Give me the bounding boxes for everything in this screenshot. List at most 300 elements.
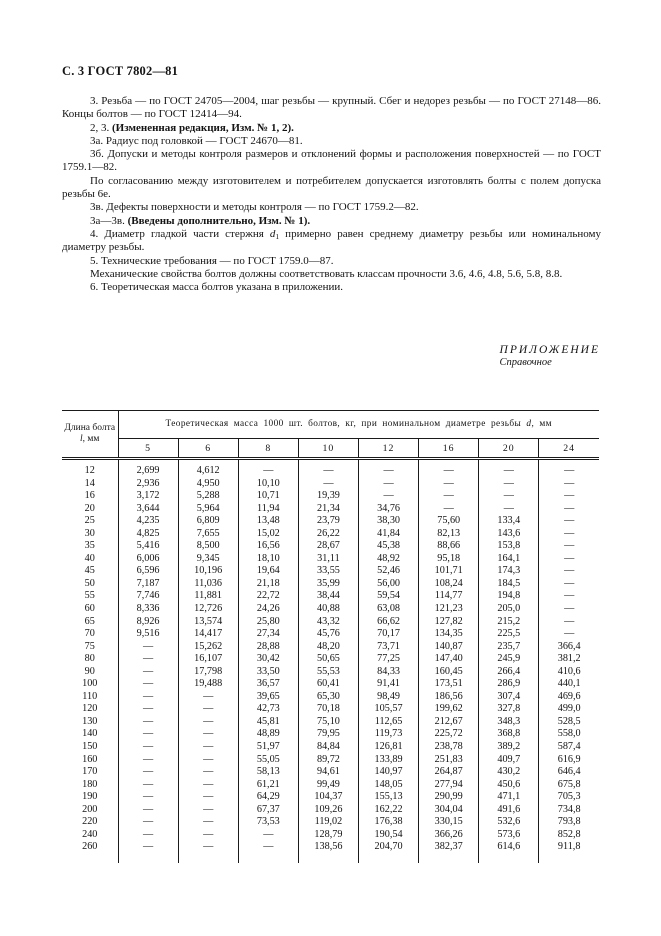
mass-cell: 3,644 bbox=[118, 503, 178, 516]
paragraph-4-text-1: 4. Диаметр гладкой части стержня bbox=[90, 227, 270, 240]
mass-table bbox=[62, 410, 599, 863]
mass-cell: 6,006 bbox=[118, 553, 178, 566]
paragraph-6: 6. Теоретическая масса болтов указана в приложении. bbox=[90, 281, 344, 294]
length-cell: 260 bbox=[82, 841, 98, 853]
table-row bbox=[62, 540, 599, 553]
mass-cell: 532,6 bbox=[479, 816, 539, 829]
mass-cell: 235,7 bbox=[479, 641, 539, 654]
mass-cell: 4,235 bbox=[118, 515, 178, 528]
mass-cell: 10,196 bbox=[178, 565, 238, 578]
mass-cell: 499,0 bbox=[539, 703, 599, 716]
mass-cell: 112,65 bbox=[359, 716, 419, 729]
mass-cell: — bbox=[238, 841, 298, 854]
mass-cell: — bbox=[178, 791, 238, 804]
mass-cell: — bbox=[359, 478, 419, 491]
mass-cell: 55,05 bbox=[238, 754, 298, 767]
table-row bbox=[62, 490, 599, 503]
mass-cell: 19,488 bbox=[178, 678, 238, 691]
mass-cell: 286,9 bbox=[479, 678, 539, 691]
length-cell: 30 bbox=[84, 527, 95, 539]
table-row bbox=[62, 528, 599, 541]
mass-cell: — bbox=[419, 459, 479, 478]
mass-cell: 6,809 bbox=[178, 515, 238, 528]
mass-cell: 140,97 bbox=[359, 766, 419, 779]
rule-extension-cell bbox=[359, 854, 419, 863]
diameter-header-cell: 10 bbox=[298, 439, 358, 459]
mass-cell: 13,48 bbox=[238, 515, 298, 528]
mass-cell: — bbox=[118, 691, 178, 704]
length-cell: 55 bbox=[84, 590, 95, 602]
mass-cell: 34,76 bbox=[359, 503, 419, 516]
mass-cell: — bbox=[118, 804, 178, 817]
mass-cell: 127,82 bbox=[419, 616, 479, 629]
mass-cell: 148,05 bbox=[359, 779, 419, 792]
mass-span-header-text-1: Теоретическая масса 1000 шт. болтов, кг, при номинальном диаметре резьбы bbox=[165, 419, 527, 429]
length-cell: 80 bbox=[84, 653, 95, 665]
table-row bbox=[62, 741, 599, 754]
mass-cell: 410,6 bbox=[539, 666, 599, 679]
appendix-title: ПРИЛОЖЕНИЕ bbox=[499, 344, 600, 356]
mass-cell: 528,5 bbox=[539, 716, 599, 729]
mass-cell: 41,84 bbox=[359, 528, 419, 541]
mass-cell: 63,08 bbox=[359, 603, 419, 616]
mass-cell: — bbox=[539, 578, 599, 591]
length-cell: 50 bbox=[84, 577, 95, 589]
mass-cell: 366,26 bbox=[419, 829, 479, 842]
mass-cell: 33,55 bbox=[298, 565, 358, 578]
mass-cell: 382,37 bbox=[419, 841, 479, 854]
mass-cell: 174,3 bbox=[479, 565, 539, 578]
paragraph-3: 3. Резьба — по ГОСТ 24705—2004, шаг резьбы — крупный. Сбег и недорез резьбы — по ГОСТ 27148—86. Концы болтов — по ГОСТ 12414—94. bbox=[62, 95, 601, 121]
mass-cell: 225,72 bbox=[419, 728, 479, 741]
mass-cell: 186,56 bbox=[419, 691, 479, 704]
mass-cell: 138,56 bbox=[298, 841, 358, 854]
mass-cell: — bbox=[178, 779, 238, 792]
mass-cell: 616,9 bbox=[539, 754, 599, 767]
mass-cell: 238,78 bbox=[419, 741, 479, 754]
mass-cell: — bbox=[118, 841, 178, 854]
length-cell: 70 bbox=[84, 628, 95, 640]
mass-cell: 73,71 bbox=[359, 641, 419, 654]
length-cell: 16 bbox=[84, 490, 95, 502]
length-cell: 90 bbox=[84, 665, 95, 677]
mass-cell: 184,5 bbox=[479, 578, 539, 591]
mass-cell: — bbox=[118, 703, 178, 716]
mass-cell: 4,950 bbox=[178, 478, 238, 491]
mass-cell: 614,6 bbox=[479, 841, 539, 854]
length-cell: 25 bbox=[84, 515, 95, 527]
mass-cell: — bbox=[539, 478, 599, 491]
mass-cell: 327,8 bbox=[479, 703, 539, 716]
mass-cell: — bbox=[118, 816, 178, 829]
mass-cell: 10,71 bbox=[238, 490, 298, 503]
table-body bbox=[62, 459, 599, 863]
mass-cell: 134,35 bbox=[419, 628, 479, 641]
mass-cell: 7,746 bbox=[118, 590, 178, 603]
mass-cell: 126,81 bbox=[359, 741, 419, 754]
mass-cell: 30,42 bbox=[238, 653, 298, 666]
body-text bbox=[62, 95, 601, 294]
mass-cell: 3,172 bbox=[118, 490, 178, 503]
mass-cell: — bbox=[479, 478, 539, 491]
mass-cell: — bbox=[298, 478, 358, 491]
mass-cell: 45,38 bbox=[359, 540, 419, 553]
length-cell: 12 bbox=[84, 465, 95, 476]
mass-cell: 266,4 bbox=[479, 666, 539, 679]
mass-cell: 38,44 bbox=[298, 590, 358, 603]
mass-cell: 587,4 bbox=[539, 741, 599, 754]
length-cell: 220 bbox=[82, 816, 98, 828]
length-cell: 120 bbox=[82, 703, 98, 715]
mass-cell: 368,8 bbox=[479, 728, 539, 741]
table-row bbox=[62, 728, 599, 741]
length-cell: 160 bbox=[82, 753, 98, 765]
mass-cell: 61,21 bbox=[238, 779, 298, 792]
length-cell: 60 bbox=[84, 603, 95, 615]
table-row bbox=[62, 804, 599, 817]
mass-cell: 24,26 bbox=[238, 603, 298, 616]
mass-cell: 2,699 bbox=[118, 459, 178, 478]
mass-cell: 215,2 bbox=[479, 616, 539, 629]
mass-cell: 6,596 bbox=[118, 565, 178, 578]
length-cell: 14 bbox=[84, 477, 95, 489]
length-cell: 240 bbox=[82, 828, 98, 840]
mass-cell: 17,798 bbox=[178, 666, 238, 679]
paragraph-3v: 3в. Дефекты поверхности и методы контроля — по ГОСТ 1759.2—82. bbox=[90, 201, 419, 214]
mass-cell: 35,99 bbox=[298, 578, 358, 591]
rule-extension-cell bbox=[419, 854, 479, 863]
mass-cell: 59,54 bbox=[359, 590, 419, 603]
mass-cell: — bbox=[359, 459, 419, 478]
mass-cell: 133,4 bbox=[479, 515, 539, 528]
mass-cell: — bbox=[539, 503, 599, 516]
mass-cell: 245,9 bbox=[479, 653, 539, 666]
table-row bbox=[62, 779, 599, 792]
mass-cell: 469,6 bbox=[539, 691, 599, 704]
table-row bbox=[62, 459, 599, 478]
paragraph-5: 5. Технические требования — по ГОСТ 1759.0—87. bbox=[90, 254, 334, 267]
mass-cell: 190,54 bbox=[359, 829, 419, 842]
length-header-line1: Длина болта bbox=[64, 422, 116, 433]
mass-cell: — bbox=[118, 678, 178, 691]
mass-cell: 27,34 bbox=[238, 628, 298, 641]
length-cell: 190 bbox=[82, 791, 98, 803]
mass-cell: 348,3 bbox=[479, 716, 539, 729]
diameter-header-cell: 24 bbox=[539, 439, 599, 459]
length-cell: 200 bbox=[82, 803, 98, 815]
length-column-header bbox=[62, 411, 118, 459]
mass-cell: 366,4 bbox=[539, 641, 599, 654]
rule-extension-cell bbox=[118, 854, 178, 863]
diameter-header-cell: 16 bbox=[419, 439, 479, 459]
mass-cell: 23,79 bbox=[298, 515, 358, 528]
mass-cell: 98,49 bbox=[359, 691, 419, 704]
paragraph-agreement: По согласованию между изготовителем и потребителем допускается изготовлять болты с полем допуска резьбы 6е. bbox=[62, 174, 601, 201]
mass-cell: 11,036 bbox=[178, 578, 238, 591]
mass-cell: 77,25 bbox=[359, 653, 419, 666]
mass-cell: 140,87 bbox=[419, 641, 479, 654]
mass-cell: 45,76 bbox=[298, 628, 358, 641]
mass-cell: 675,8 bbox=[539, 779, 599, 792]
mass-cell: 119,02 bbox=[298, 816, 358, 829]
table-row bbox=[62, 691, 599, 704]
table-row bbox=[62, 703, 599, 716]
diameter-header-cell: 12 bbox=[359, 439, 419, 459]
paragraph-4 bbox=[62, 228, 601, 255]
table-head bbox=[62, 411, 599, 459]
mass-cell: 194,8 bbox=[479, 590, 539, 603]
diameter-header-cell: 8 bbox=[238, 439, 298, 459]
mass-cell: 10,10 bbox=[238, 478, 298, 491]
length-cell: 170 bbox=[82, 766, 98, 778]
mass-cell: 160,45 bbox=[419, 666, 479, 679]
mass-cell: 7,655 bbox=[178, 528, 238, 541]
paragraph-mechanical: Механические свойства болтов должны соответствовать классам прочности 3.6, 4.6, 4.8, 5.6, 5.8, 8.8. bbox=[90, 267, 563, 280]
mass-cell: — bbox=[298, 459, 358, 478]
mass-cell: 251,83 bbox=[419, 754, 479, 767]
mass-cell: 14,417 bbox=[178, 628, 238, 641]
mass-cell: 133,89 bbox=[359, 754, 419, 767]
length-cell: 75 bbox=[84, 640, 95, 652]
mass-cell: 60,41 bbox=[298, 678, 358, 691]
mass-cell: 22,72 bbox=[238, 590, 298, 603]
mass-cell: 5,964 bbox=[178, 503, 238, 516]
paragraph-3a-3v-prefix: 3а—3в. bbox=[90, 214, 128, 227]
paragraph-4-text-2: примерно равен среднему диаметру резьбы или номинальному диаметру резьбы. bbox=[62, 227, 601, 254]
mass-span-header-symbol: d bbox=[526, 419, 532, 429]
mass-cell: 381,2 bbox=[539, 653, 599, 666]
mass-cell: 121,23 bbox=[419, 603, 479, 616]
appendix-block bbox=[500, 344, 600, 370]
mass-cell: 48,92 bbox=[359, 553, 419, 566]
mass-cell: 114,77 bbox=[419, 590, 479, 603]
mass-cell: 290,99 bbox=[419, 791, 479, 804]
mass-cell: 646,4 bbox=[539, 766, 599, 779]
mass-cell: 8,926 bbox=[118, 616, 178, 629]
mass-cell: 128,79 bbox=[298, 829, 358, 842]
mass-cell: 304,04 bbox=[419, 804, 479, 817]
paragraph-2-3-prefix: 2, 3. bbox=[90, 121, 112, 134]
mass-cell: 5,416 bbox=[118, 540, 178, 553]
mass-cell: — bbox=[178, 716, 238, 729]
appendix-subtitle: Справочное bbox=[499, 357, 552, 368]
mass-cell: 64,29 bbox=[238, 791, 298, 804]
mass-cell: 471,1 bbox=[479, 791, 539, 804]
paragraph-3a-3v-note: (Введены дополнительно, Изм. № 1). bbox=[127, 214, 311, 227]
mass-cell: — bbox=[118, 754, 178, 767]
mass-cell: — bbox=[419, 490, 479, 503]
table-row bbox=[62, 666, 599, 679]
mass-cell: 307,4 bbox=[479, 691, 539, 704]
table-row bbox=[62, 553, 599, 566]
mass-cell: 51,97 bbox=[238, 741, 298, 754]
mass-cell: 105,57 bbox=[359, 703, 419, 716]
mass-cell: — bbox=[359, 490, 419, 503]
mass-cell: — bbox=[539, 553, 599, 566]
mass-cell: 9,516 bbox=[118, 628, 178, 641]
diameter-symbol: d bbox=[269, 227, 276, 240]
mass-cell: 82,13 bbox=[419, 528, 479, 541]
mass-cell: 7,187 bbox=[118, 578, 178, 591]
length-cell: 45 bbox=[84, 565, 95, 577]
mass-cell: 11,881 bbox=[178, 590, 238, 603]
mass-cell: — bbox=[539, 459, 599, 478]
paragraph-3b: 3б. Допуски и методы контроля размеров и отклонений формы и расположения поверхностей — по ГОСТ 1759.1—82. bbox=[62, 148, 601, 174]
mass-cell: 9,345 bbox=[178, 553, 238, 566]
mass-cell: 94,61 bbox=[298, 766, 358, 779]
table-row bbox=[62, 515, 599, 528]
mass-cell: 11,94 bbox=[238, 503, 298, 516]
mass-cell: — bbox=[118, 653, 178, 666]
mass-cell: 39,65 bbox=[238, 691, 298, 704]
mass-cell: — bbox=[178, 754, 238, 767]
mass-cell: 79,95 bbox=[298, 728, 358, 741]
length-cell: 180 bbox=[82, 778, 98, 790]
mass-cell: 45,81 bbox=[238, 716, 298, 729]
mass-cell: 264,87 bbox=[419, 766, 479, 779]
mass-cell: 330,15 bbox=[419, 816, 479, 829]
mass-cell: — bbox=[118, 791, 178, 804]
mass-cell: 15,02 bbox=[238, 528, 298, 541]
mass-cell: 38,30 bbox=[359, 515, 419, 528]
mass-cell: — bbox=[539, 528, 599, 541]
mass-cell: 5,288 bbox=[178, 490, 238, 503]
table-row bbox=[62, 616, 599, 629]
mass-cell: — bbox=[238, 459, 298, 478]
length-header-units: , мм bbox=[82, 434, 100, 444]
mass-cell: 40,88 bbox=[298, 603, 358, 616]
mass-cell: — bbox=[539, 490, 599, 503]
mass-cell: 199,62 bbox=[419, 703, 479, 716]
mass-cell: 164,1 bbox=[479, 553, 539, 566]
length-cell: 65 bbox=[84, 615, 95, 627]
page-title: С. 3 ГОСТ 7802—81 bbox=[62, 64, 179, 78]
mass-cell: — bbox=[479, 490, 539, 503]
table-row bbox=[62, 565, 599, 578]
mass-cell: 2,936 bbox=[118, 478, 178, 491]
table-row bbox=[62, 716, 599, 729]
mass-cell: — bbox=[118, 766, 178, 779]
mass-cell: — bbox=[178, 829, 238, 842]
mass-cell: 143,6 bbox=[479, 528, 539, 541]
table-row bbox=[62, 816, 599, 829]
table-row bbox=[62, 641, 599, 654]
mass-cell: 430,2 bbox=[479, 766, 539, 779]
length-symbol: l bbox=[80, 434, 83, 444]
mass-cell: 734,8 bbox=[539, 804, 599, 817]
mass-cell: — bbox=[479, 459, 539, 478]
mass-cell: 153,8 bbox=[479, 540, 539, 553]
mass-cell: — bbox=[479, 503, 539, 516]
mass-cell: — bbox=[539, 515, 599, 528]
mass-cell: 95,18 bbox=[419, 553, 479, 566]
mass-cell: 33,50 bbox=[238, 666, 298, 679]
table-row bbox=[62, 678, 599, 691]
mass-cell: 31,11 bbox=[298, 553, 358, 566]
mass-cell: 204,70 bbox=[359, 841, 419, 854]
mass-cell: 558,0 bbox=[539, 728, 599, 741]
mass-cell: 21,18 bbox=[238, 578, 298, 591]
table-row bbox=[62, 478, 599, 491]
table-header-row-2 bbox=[62, 439, 599, 459]
mass-cell: 42,73 bbox=[238, 703, 298, 716]
mass-cell: 28,88 bbox=[238, 641, 298, 654]
mass-cell: 225,5 bbox=[479, 628, 539, 641]
mass-cell: 101,71 bbox=[419, 565, 479, 578]
mass-cell: 491,6 bbox=[479, 804, 539, 817]
rule-extension-cell bbox=[539, 854, 599, 863]
mass-cell: 109,26 bbox=[298, 804, 358, 817]
length-cell: 40 bbox=[84, 552, 95, 564]
table-row bbox=[62, 766, 599, 779]
diameter-header-cell: 20 bbox=[479, 439, 539, 459]
mass-cell: 26,22 bbox=[298, 528, 358, 541]
mass-cell: 84,84 bbox=[298, 741, 358, 754]
mass-cell: 70,17 bbox=[359, 628, 419, 641]
table-row bbox=[62, 590, 599, 603]
mass-cell: 73,53 bbox=[238, 816, 298, 829]
paragraph-2-3-note: (Измененная редакция, Изм. № 1, 2). bbox=[112, 121, 294, 134]
mass-cell: 55,53 bbox=[298, 666, 358, 679]
table-row bbox=[62, 603, 599, 616]
mass-cell: 58,13 bbox=[238, 766, 298, 779]
mass-cell: 75,10 bbox=[298, 716, 358, 729]
mass-cell: 173,51 bbox=[419, 678, 479, 691]
mass-cell: 4,612 bbox=[178, 459, 238, 478]
mass-cell: — bbox=[539, 628, 599, 641]
mass-cell: 793,8 bbox=[539, 816, 599, 829]
mass-cell: 21,34 bbox=[298, 503, 358, 516]
mass-cell: 705,3 bbox=[539, 791, 599, 804]
mass-cell: 450,6 bbox=[479, 779, 539, 792]
mass-cell: — bbox=[118, 666, 178, 679]
mass-cell: 573,6 bbox=[479, 829, 539, 842]
table-row bbox=[62, 628, 599, 641]
length-cell: 100 bbox=[82, 678, 98, 690]
mass-cell: 119,73 bbox=[359, 728, 419, 741]
mass-cell: 65,30 bbox=[298, 691, 358, 704]
paragraph-2-3 bbox=[62, 122, 601, 135]
table-row bbox=[62, 841, 599, 854]
rule-extension-cell bbox=[479, 854, 539, 863]
length-cell: 130 bbox=[82, 715, 98, 727]
mass-cell: 99,49 bbox=[298, 779, 358, 792]
mass-cell: 12,726 bbox=[178, 603, 238, 616]
mass-cell: 28,67 bbox=[298, 540, 358, 553]
mass-cell: 52,46 bbox=[359, 565, 419, 578]
mass-cell: 8,336 bbox=[118, 603, 178, 616]
rule-extension-cell bbox=[178, 854, 238, 863]
mass-cell: 66,62 bbox=[359, 616, 419, 629]
mass-span-header bbox=[118, 411, 599, 439]
length-cell: 35 bbox=[84, 540, 95, 552]
mass-cell: 911,8 bbox=[539, 841, 599, 854]
mass-cell: 18,10 bbox=[238, 553, 298, 566]
mass-cell: 75,60 bbox=[419, 515, 479, 528]
mass-cell: 104,37 bbox=[298, 791, 358, 804]
mass-cell: — bbox=[178, 766, 238, 779]
mass-cell: — bbox=[419, 478, 479, 491]
mass-cell: 15,262 bbox=[178, 641, 238, 654]
mass-cell: 84,33 bbox=[359, 666, 419, 679]
mass-cell: 48,20 bbox=[298, 641, 358, 654]
mass-cell: 16,107 bbox=[178, 653, 238, 666]
mass-cell: 91,41 bbox=[359, 678, 419, 691]
mass-cell: 409,7 bbox=[479, 754, 539, 767]
length-cell: 110 bbox=[82, 690, 98, 702]
length-cell: 20 bbox=[84, 502, 95, 514]
mass-cell: — bbox=[118, 641, 178, 654]
